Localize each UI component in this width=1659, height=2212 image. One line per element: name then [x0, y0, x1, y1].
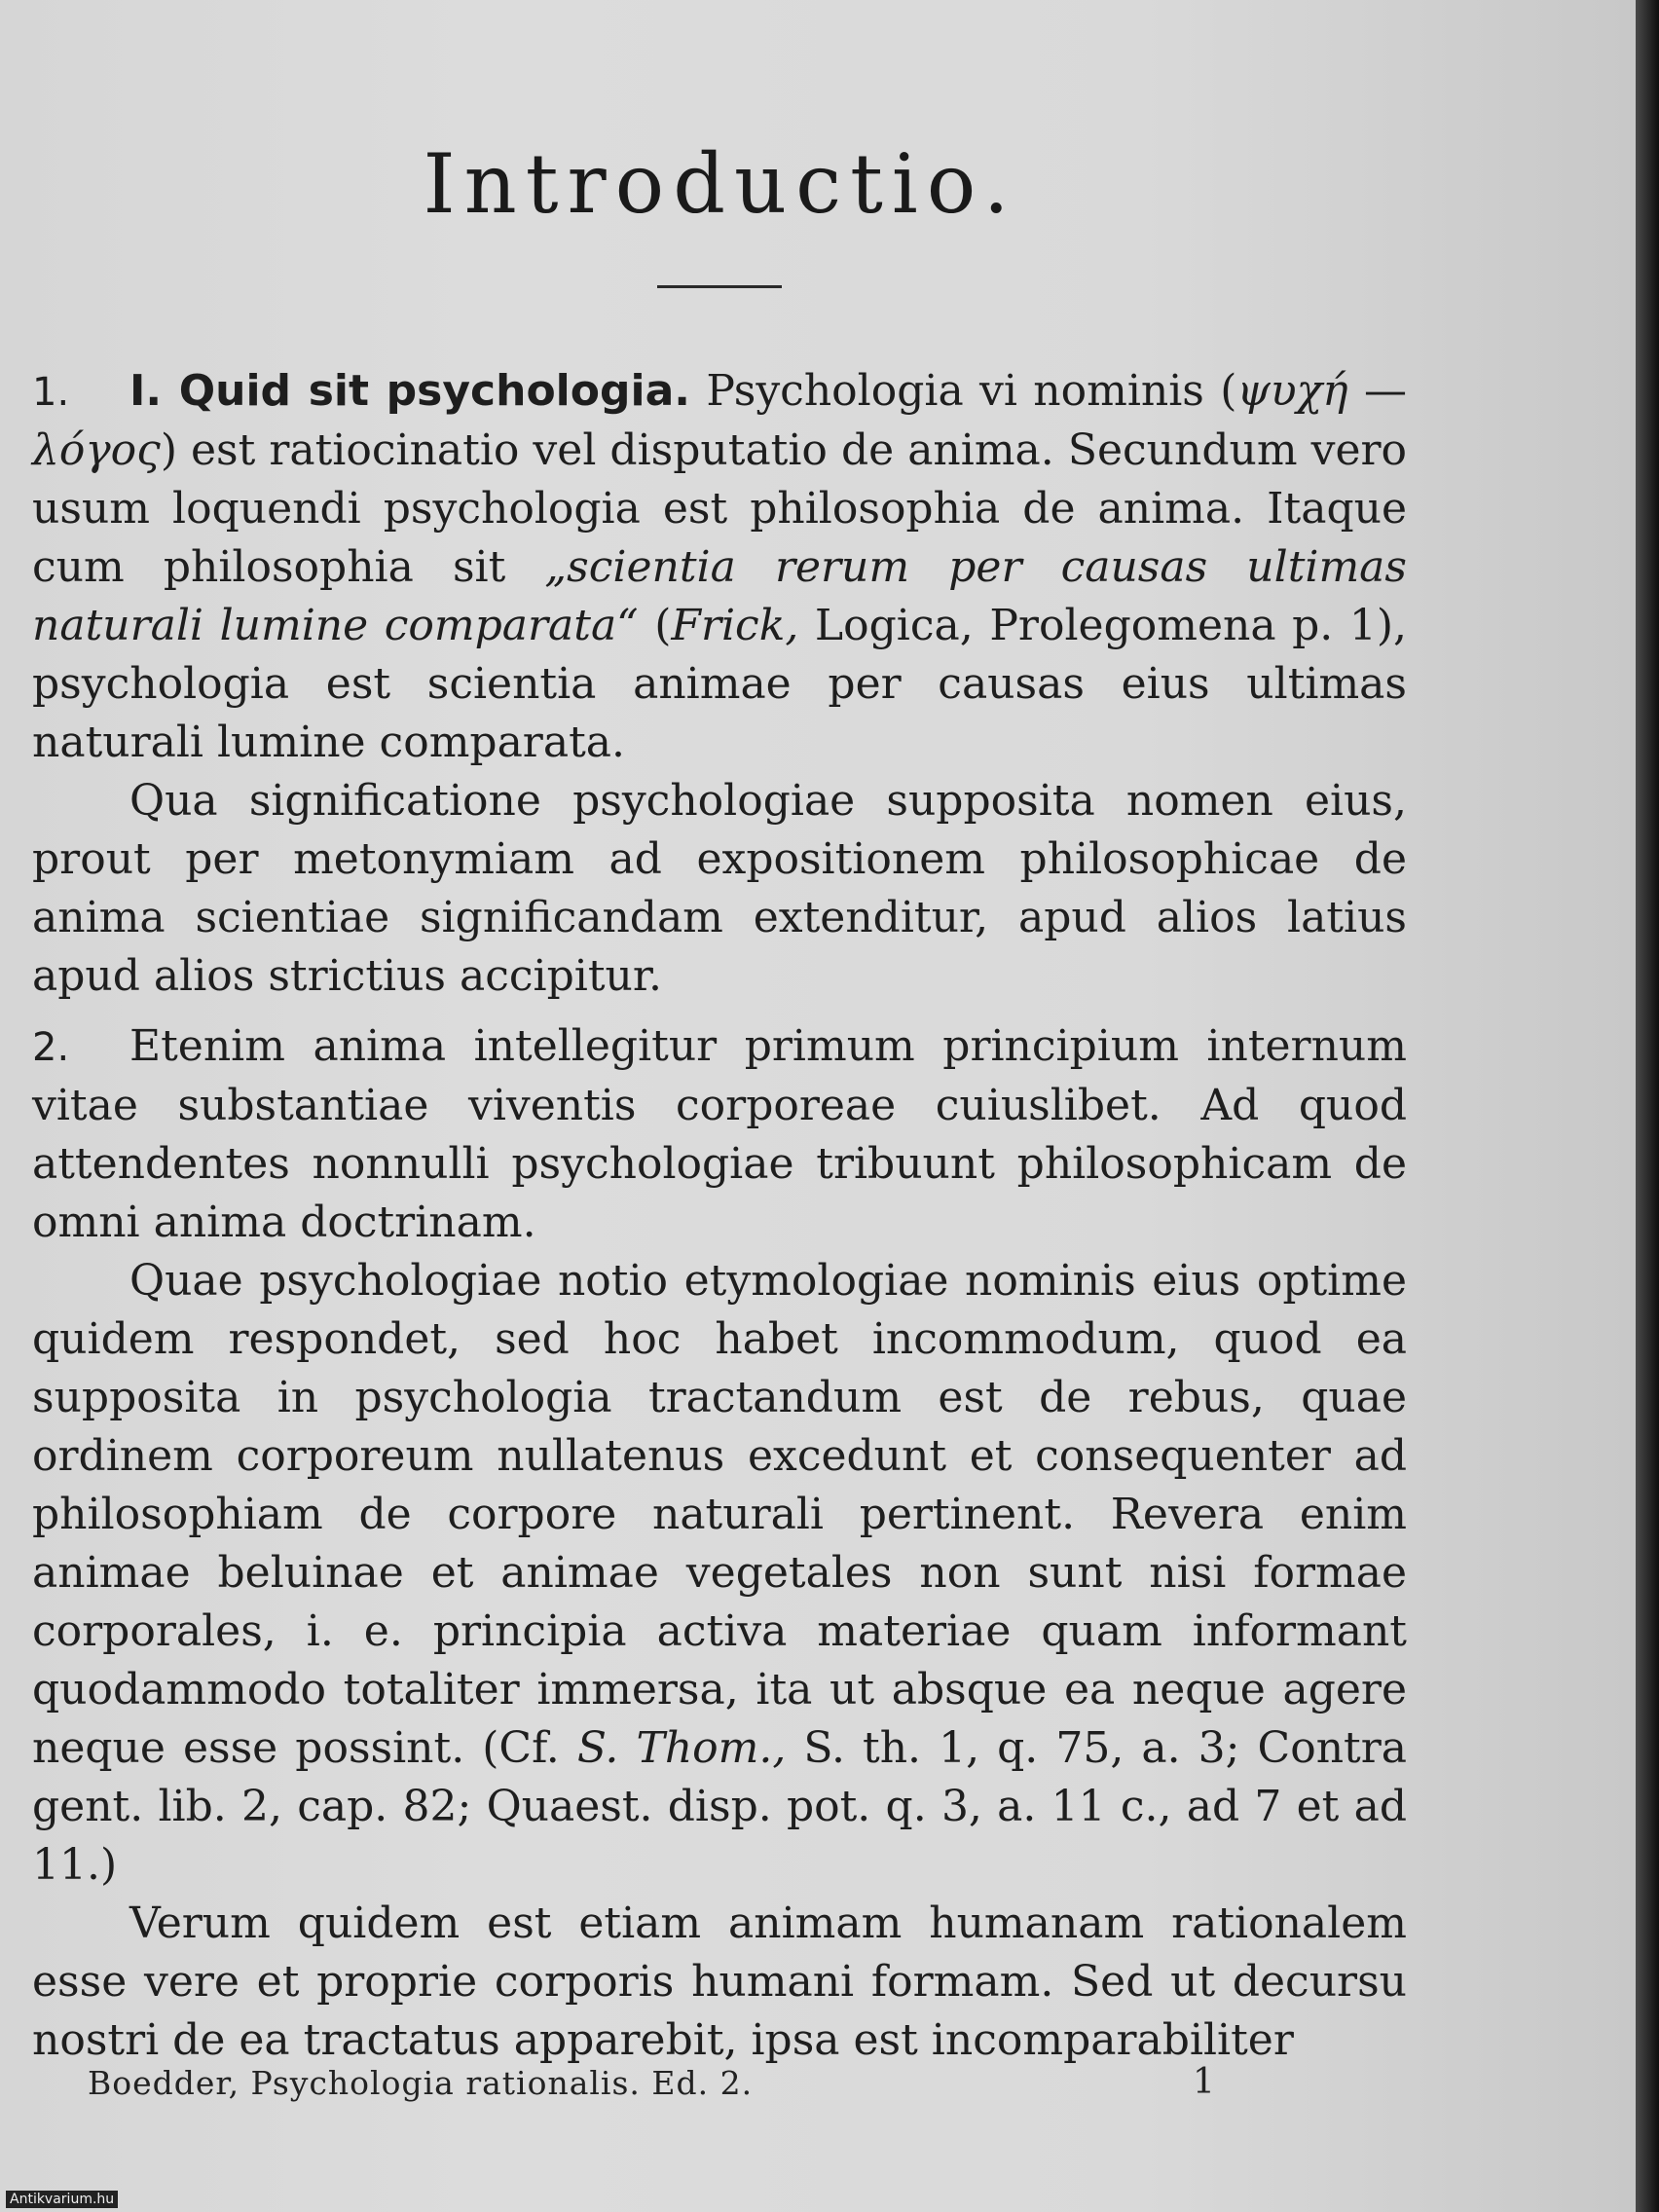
- page-title: Introductio.: [423, 136, 1018, 232]
- page-footer-signature: Boedder, Psychologia rationalis. Ed. 2.: [88, 2064, 754, 2102]
- paragraph-1: [32, 362, 1407, 772]
- paragraph-2: Qua significatione psychologiae supposita nomen eius, prout per metonymiam ad expositionem philosophicae de anima scientiae significandam extenditur, apud alios latius apud alios strictius accipitur.: [32, 776, 1407, 1001]
- greek-word: ψυχή: [1236, 366, 1348, 416]
- italic-author: S. Thom.,: [576, 1723, 787, 1773]
- paragraph-4: [32, 1252, 1407, 1895]
- paragraph-5: Verum quidem est etiam animam humanam rationalem esse vere et proprie corporis humani formam. Sed ut decursu nostri de ea tractatus apparebit, ipsa est incomparabiliter: [32, 1899, 1407, 2065]
- section-number: 1.: [32, 370, 70, 415]
- greek-word: λόγος: [32, 425, 161, 475]
- section-heading: I. Quid sit psychologia.: [129, 366, 690, 416]
- section-number: 2.: [32, 1025, 70, 1070]
- text-run: Etenim anima intellegitur primum principium internum vitae substantiae viventis corporeae cuiuslibet. Ad quod attendentes nonnulli psychologiae tribuunt philosophicam de omni anima doctrinam.: [32, 1021, 1407, 1247]
- watermark: Antikvarium.hu: [6, 2191, 118, 2208]
- text-run: Psychologia vi nominis (: [689, 366, 1237, 416]
- text-run: Logica, Prolegomena p. 1), psychologia est scientia animae per causas eius ultimas naturali lumine comparata.: [32, 601, 1408, 767]
- title-rule: [657, 285, 782, 288]
- italic-author: Frick,: [671, 601, 799, 650]
- page-number: 1: [1193, 2062, 1215, 2102]
- text-run: (: [638, 601, 672, 650]
- text-run: S. th. 1, q. 75, a. 3; Contra gent. lib. 2, cap. 82; Quaest. disp. pot. q. 3, a. 11 c., ad 7 et ad 11.): [32, 1723, 1407, 1890]
- page-edge-shadow: [1636, 0, 1659, 2212]
- italic-quote: „scientia rerum per causas ultimas naturali lumine comparata“: [32, 542, 1407, 650]
- text-run: ) est ratiocinatio vel disputatio de anima. Secundum vero usum loquendi psychologia est philosophia de anima. Itaque cum philosophia sit: [32, 425, 1407, 592]
- text-run: —: [1347, 366, 1407, 416]
- paragraph-3: [32, 1017, 1407, 1252]
- text-run: Quae psychologiae notio etymologiae nominis eius optime quidem respondet, sed hoc habet incommodum, quod ea supposita in psychologia tractandum est de rebus, quae ordinem corporeum nullatenus excedunt et consequenter ad philosophiam de corpore naturali pertinent. Revera enim animae beluinae et animae vegetales non sunt nisi formae corporales, i. e. principia activa materiae quam informant quodammodo totaliter immersa, ita ut absque ea neque agere neque esse possint. (Cf.: [32, 1256, 1407, 1773]
- body-text: [32, 362, 1407, 2070]
